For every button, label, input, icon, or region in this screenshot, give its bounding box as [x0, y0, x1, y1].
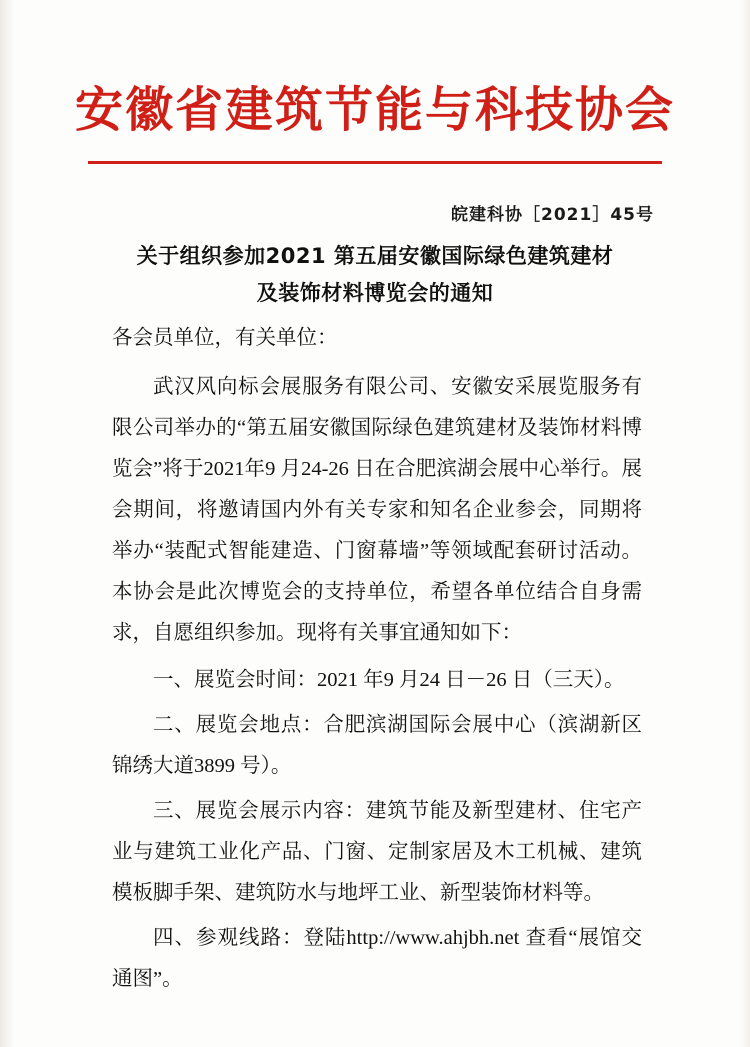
- document-title-line-1: 关于组织参加2021 第五届安徽国际绿色建筑建材: [136, 244, 614, 268]
- list-item-1-exhibition-dates: 一、展览会时间：2021 年9 月24 日－26 日（三天）。: [153, 669, 625, 691]
- list-item-2-exhibition-venue: 二、展览会地点：合肥滨湖国际会展中心（滨湖新区锦绣大道3899 号）。: [112, 714, 642, 777]
- salutation: 各会员单位，有关单位：: [112, 327, 338, 349]
- document-title: [96, 238, 654, 312]
- document-title-line-2: 及装饰材料博览会的通知: [256, 280, 494, 305]
- list-item-4-visitor-route: 四、参观线路：登陆http://www.ahjbh.net 查看“展馆交通图”。: [112, 927, 642, 990]
- body-paragraph-1: 武汉风向标会展服务有限公司、安徽安采展览服务有限公司举办的“第五届安徽国际绿色建筑建材及装饰材料博览会”将于2021年9 月24-26 日在合肥滨湖会展中心举行。展会期间，将邀请国内外有关专家和知名企业参会，同期将举办“装配式智能建造、门窗幕墙”等领域配套研讨活动。本协会是此次博览会的支持单位，希望各单位结合自身需求，自愿组织参加。现将有关事宜通知如下：: [112, 376, 642, 644]
- letterhead-divider: [88, 161, 662, 164]
- letterhead: [0, 84, 750, 164]
- list-item-3-exhibition-content: 三、展览会展示内容：建筑节能及新型建材、住宅产业与建筑工业化产品、门窗、定制家居及木工机械、建筑模板脚手架、建筑防水与地坪工业、新型装饰材料等。: [112, 800, 642, 904]
- document-number: 皖建科协［2021］45号: [451, 205, 654, 225]
- letterhead-organization-name: 安徽省建筑节能与科技协会: [74, 82, 675, 138]
- document-body: [112, 318, 642, 1004]
